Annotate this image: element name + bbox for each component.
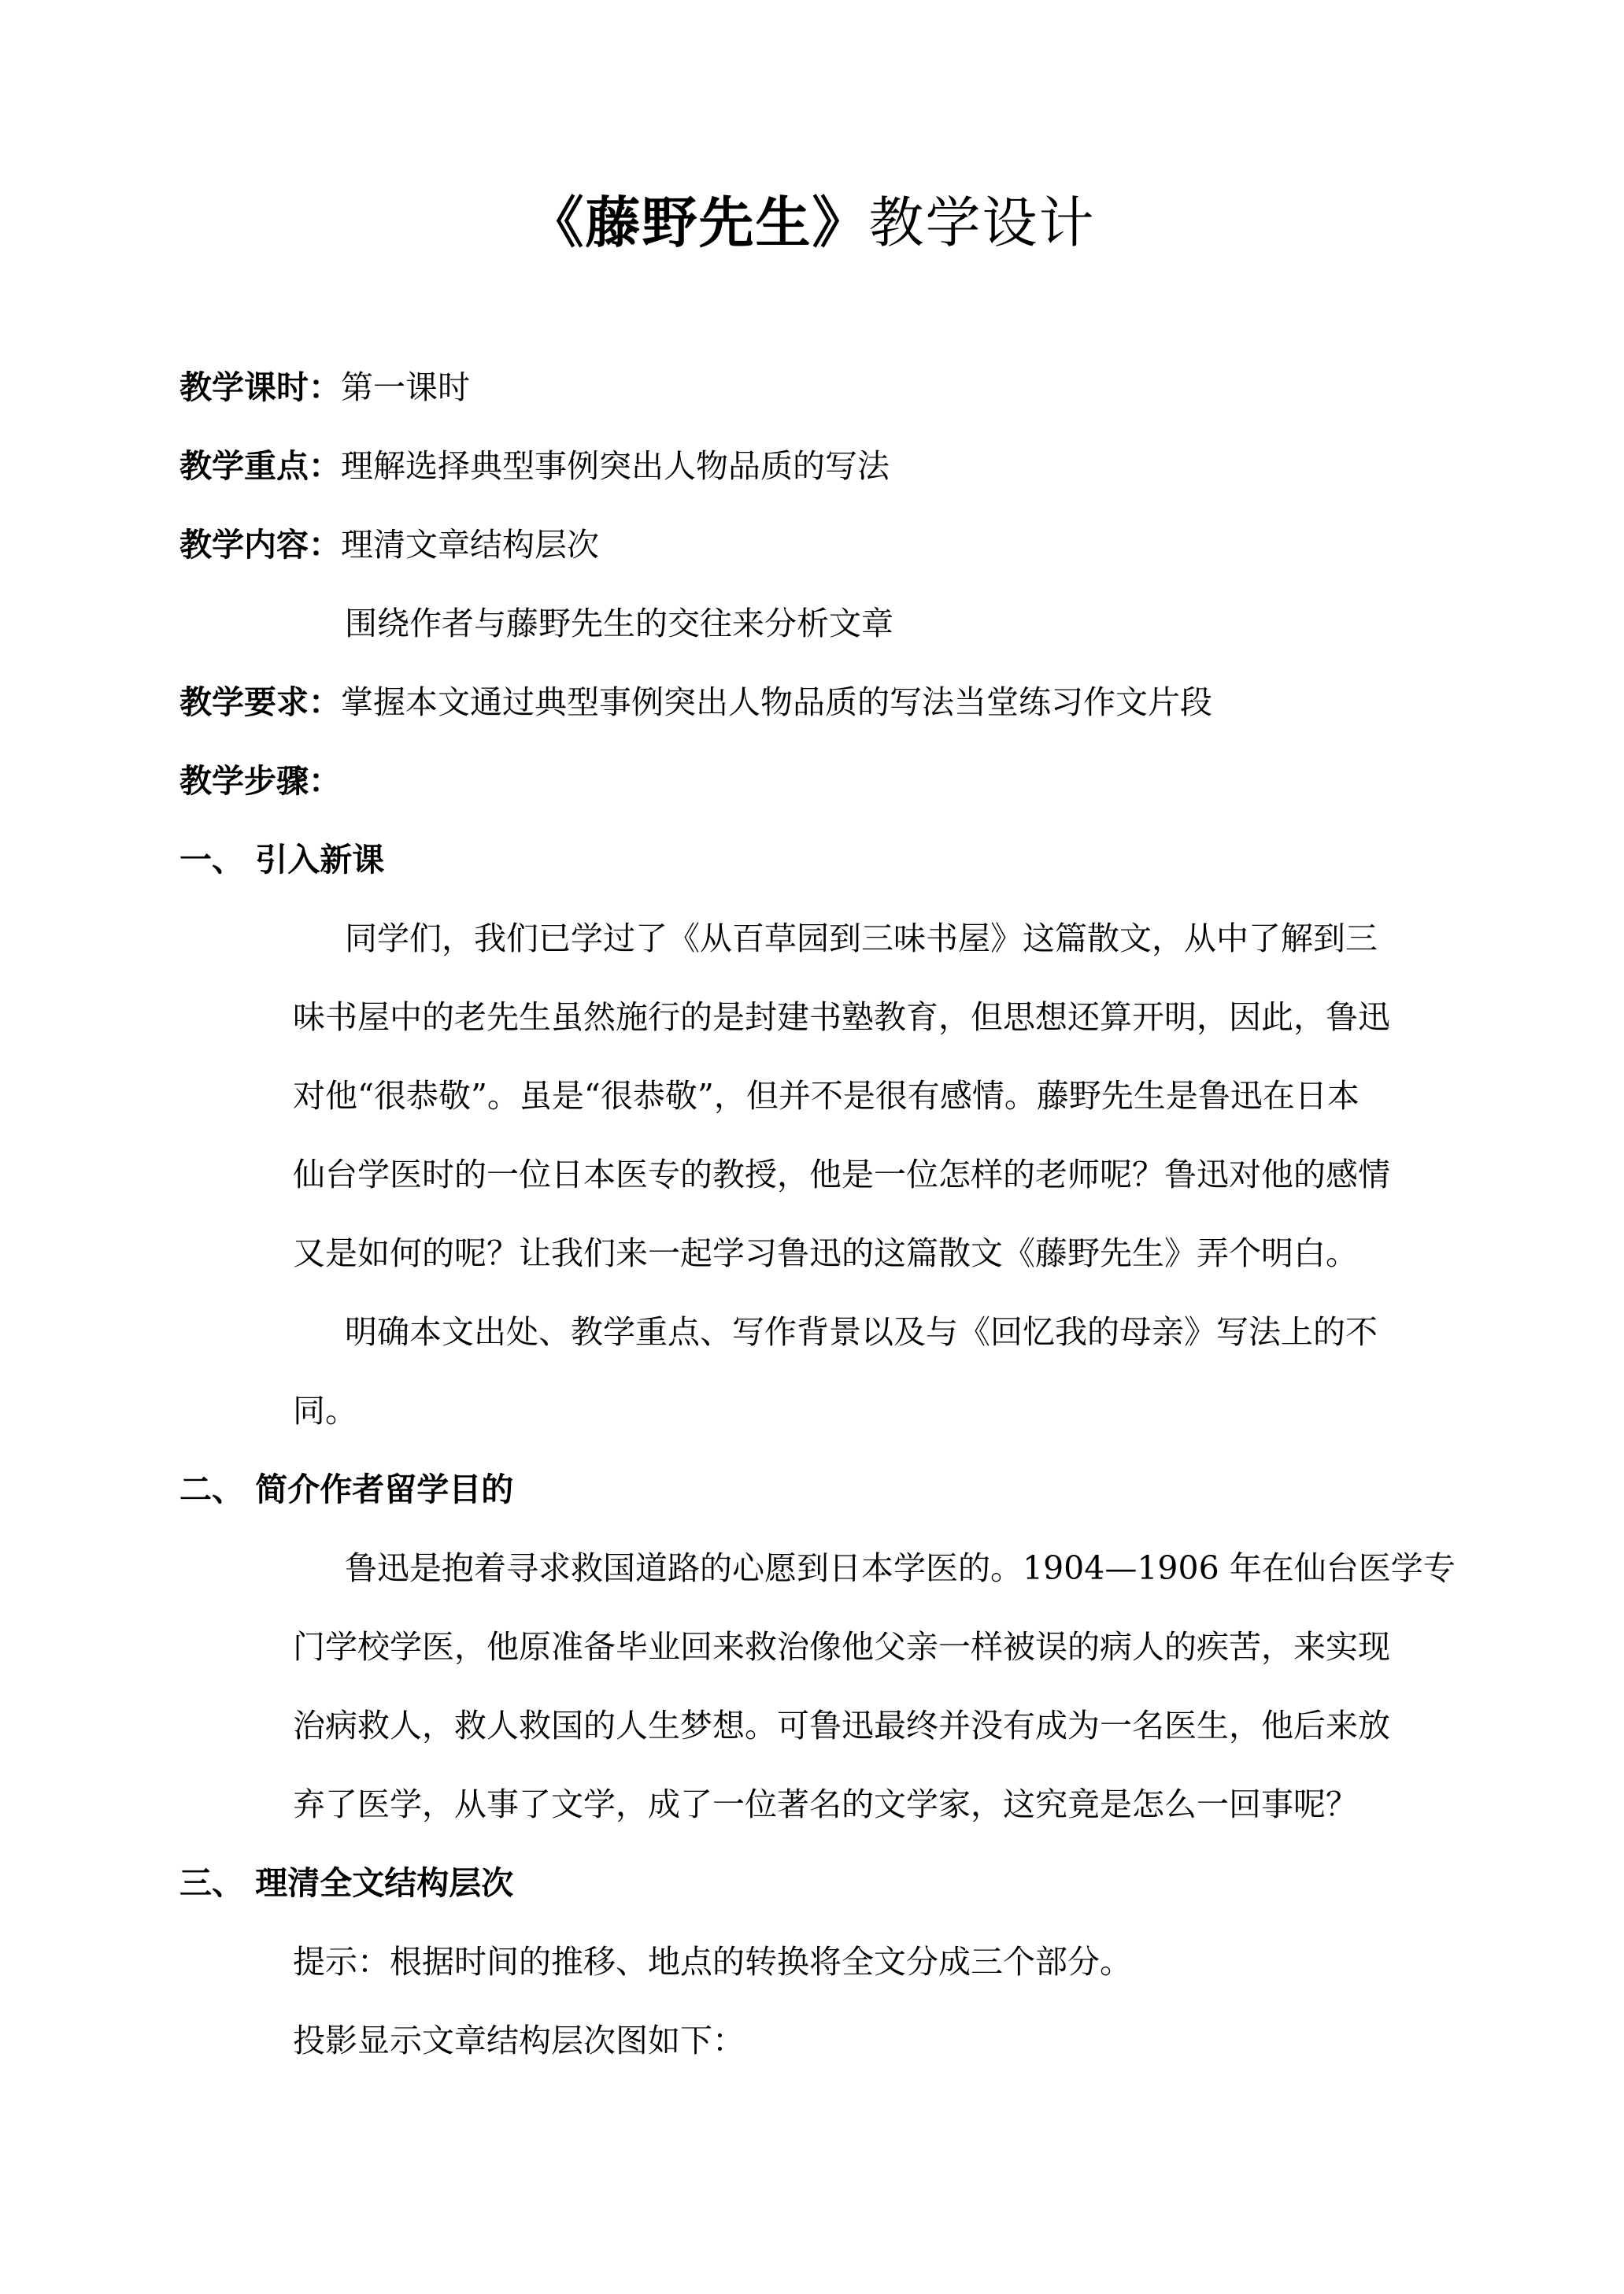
content-line-2 <box>345 600 893 647</box>
content-value-2: 围绕作者与藤野先生的交往来分析文章 <box>345 605 893 642</box>
class-hours-line <box>179 364 470 411</box>
requirements-value: 掌握本文通过典型事例突出人物品质的写法当堂练习作文片段 <box>341 683 1212 721</box>
paragraph-line: 仙台学医时的一位日本医专的教授，他是一位怎样的老师呢？鲁迅对他的感情 <box>293 1156 1390 1193</box>
paragraph-line: 弃了医学，从事了文学，成了一位著名的文学家，这究竟是怎么一回事呢？ <box>293 1785 1358 1823</box>
class-hours-label: 教学课时： <box>179 368 341 406</box>
paragraph-line: 对他“很恭敬”。虽是“很恭敬”，但并不是很有感情。藤野先生是鲁迅在日本 <box>293 1077 1359 1115</box>
section-heading-structure: 三、 理清全文结构层次 <box>179 1864 514 1902</box>
requirements-label: 教学要求： <box>179 683 341 721</box>
title-book-name: 《藤野先生》 <box>528 190 869 255</box>
requirements-line <box>179 679 1212 726</box>
paragraph-line: 提示：根据时间的推移、地点的转换将全文分成三个部分。 <box>293 1943 1132 1981</box>
steps-label: 教学步骤： <box>179 762 341 800</box>
paragraph-line: 同学们，我们已学过了《从百草园到三味书屋》这篇散文，从中了解到三 <box>345 919 1378 957</box>
section-heading-intro: 一、 引入新课 <box>179 841 385 879</box>
key-points-value: 理解选择典型事例突出人物品质的写法 <box>341 447 890 485</box>
key-points-line <box>179 442 890 490</box>
paragraph-line: 又是如何的呢？让我们来一起学习鲁迅的这篇散文《藤野先生》弄个明白。 <box>293 1234 1358 1272</box>
content-label: 教学内容： <box>179 526 341 564</box>
class-hours-value: 第一课时 <box>341 368 470 406</box>
title-suffix: 教学设计 <box>868 191 1096 255</box>
paragraph-line: 鲁迅是抱着寻求救国道路的心愿到日本学医的。1904—1906 年在仙台医学专 <box>345 1549 1456 1587</box>
content-line <box>179 521 599 568</box>
steps-line <box>179 757 341 805</box>
paragraph-line: 味书屋中的老先生虽然施行的是封建书塾教育，但思想还算开明，因此，鲁迅 <box>293 998 1390 1036</box>
paragraph-line: 治病救人，救人救国的人生梦想。可鲁迅最终并没有成为一名医生，他后来放 <box>293 1707 1390 1745</box>
paragraph-line: 同。 <box>293 1392 357 1430</box>
paragraph-line: 门学校学医，他原准备毕业回来救治像他父亲一样被误的病人的疾苦，来实现 <box>293 1628 1390 1666</box>
section-heading-author: 二、 简介作者留学目的 <box>179 1471 514 1508</box>
paragraph-line: 明确本文出处、教学重点、写作背景以及与《回忆我的母亲》写法上的不 <box>345 1313 1378 1351</box>
page-title <box>0 187 1624 258</box>
content-value: 理清文章结构层次 <box>341 526 599 564</box>
key-points-label: 教学重点： <box>179 447 341 485</box>
paragraph-line: 投影显示文章结构层次图如下： <box>293 2022 745 2059</box>
